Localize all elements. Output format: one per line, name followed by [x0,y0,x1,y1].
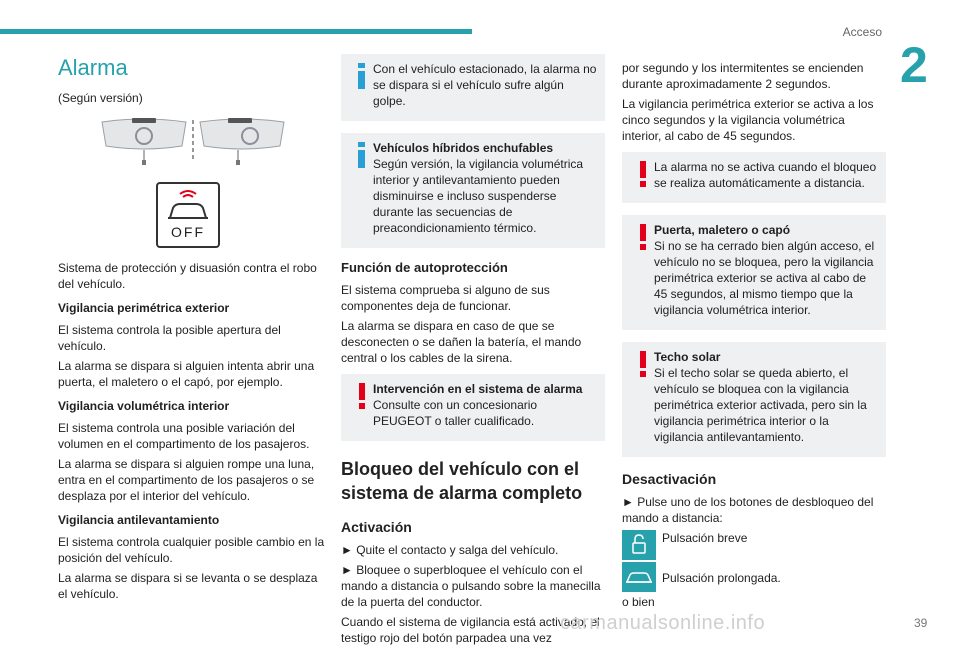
info-icon [352,141,372,169]
watermark: carmanualsonline.info [560,612,766,634]
sunroof-text: Si el techo solar se queda abierto, el vehículo se bloquea con la vigilancia perimétrica exterior activada, pero sin la vigilancia perimétrica interior o la vigilancia antilevantamiento. [654,366,867,444]
header-accent-bar [0,29,472,34]
full-alarm-lock-heading: Bloqueo del vehículo con el sistema de alarma completo [341,459,583,503]
perimeter-heading: Vigilancia perimétrica exterior [58,301,230,315]
section-label: Acceso [842,25,882,39]
warning-box-doors [622,215,886,330]
deactivation-heading: Desactivación [622,471,717,487]
warning-box-auto-lock: La alarma no se activa cuando el bloqueo se realiza automáticamente a distancia. [622,152,886,203]
warning-icon [352,382,372,410]
info-icon [352,62,372,90]
volumetric-text-1: El sistema controla una posible variación del volumen en el compartimento de los pasajeros. [58,421,310,451]
car-alarm-icon [158,188,218,228]
chapter-number: 2 [900,37,928,93]
self-protection-heading: Función de autoprotección [341,260,508,275]
self-protection-text-2: La alarma se dispara en caso de que se desconecten o se dañen la batería, el mando central o los cables de la sirena. [341,319,582,365]
page-title: Alarma [58,55,128,80]
perimeter-text-1: El sistema controla la posible apertura del vehículo. [58,323,281,353]
car-unlock-icon [622,562,656,592]
warning-icon [633,160,653,188]
tilt-heading: Vigilancia antilevantamiento [58,513,220,527]
long-press-label: Pulsación prolongada. [662,571,781,585]
volumetric-text-2: La alarma se dispara si alguien rompe una luna, entra en el compartimento de los pasajeros o se desplaza por el interior del vehículo. [58,457,315,503]
column-1 [58,50,326,606]
alarm-off-button [156,182,220,248]
info-box-parked: Con el vehículo estacionado, la alarma no se dispara si el vehículo sufre algún golpe. [341,54,605,121]
self-protection-text-1: El sistema comprueba si alguno de sus componentes deja de funcionar. [341,283,550,313]
short-press-row [622,530,886,560]
intervention-title: Intervención en el sistema de alarma [373,382,583,396]
sunroof-title: Techo solar [654,350,721,364]
page-number: 39 [914,616,928,630]
info-box-hybrid [341,133,605,248]
warning-box-sunroof [622,342,886,457]
activation-step-2: ► Bloquee o superbloquee el vehículo con el mando a distancia o pulsando sobre la manecilla de la puerta del conductor. [341,563,601,609]
unlock-key-icon [622,530,656,560]
volumetric-heading: Vigilancia volumétrica interior [58,399,230,413]
alarm-figure [58,110,326,260]
version-note: (Según versión) [58,91,143,105]
off-label: OFF [171,224,205,240]
or-text: o bien [622,595,655,609]
activation-heading: Activación [341,519,412,535]
interior-mirror-icon [98,114,288,174]
perimeter-text-2: La alarma se dispara si alguien intenta abrir una puerta, el maletero o el capó, por ejemplo. [58,359,315,389]
intro-text: Sistema de protección y disuasión contra el robo del vehículo. [58,261,317,291]
tilt-text-2: La alarma se dispara si se levanta o se desplaza el vehículo. [58,571,318,601]
activation-text: Cuando el sistema de vigilancia está activado, el testigo rojo del botón parpadea una vez [341,615,600,645]
long-press-row [622,562,886,592]
short-press-label: Pulsación breve [662,531,748,545]
hybrid-title: Vehículos híbridos enchufables [373,141,554,155]
column-3 [622,60,886,614]
hybrid-text: Según versión, la vigilancia volumétrica interior y antilevantamiento pueden disminuirse e incluso suspenderse durante las secuencias de preacondicionamiento térmico. [373,157,584,235]
deactivation-step: ► Pulse uno de los botones de desbloqueo del mando a distancia: [622,495,874,525]
warning-icon [633,223,653,251]
tilt-text-1: El sistema controla cualquier posible cambio en la posición del vehículo. [58,535,325,565]
doors-title: Puerta, maletero o capó [654,223,791,237]
warning-box-intervention [341,374,605,441]
intervention-text: Consulte con un concesionario PEUGEOT o taller cualificado. [373,398,538,428]
activation-continued: por segundo y los intermitentes se encienden durante aproximadamente 2 segundos. [622,61,864,91]
activation-timing: La vigilancia perimétrica exterior se activa a los cinco segundos y la vigilancia volumétrica interior, al cabo de 45 segundos. [622,97,874,143]
warning-icon [633,350,653,378]
activation-step-1: ► Quite el contacto y salga del vehículo. [341,543,559,557]
column-2 [341,54,605,650]
doors-text: Si no se ha cerrado bien algún acceso, el vehículo no se bloquea, pero la vigilancia perimétrica exterior se activa al cabo de 45 segundos, al mismo tiempo que la vigilancia volumétrica interior. [654,239,875,317]
